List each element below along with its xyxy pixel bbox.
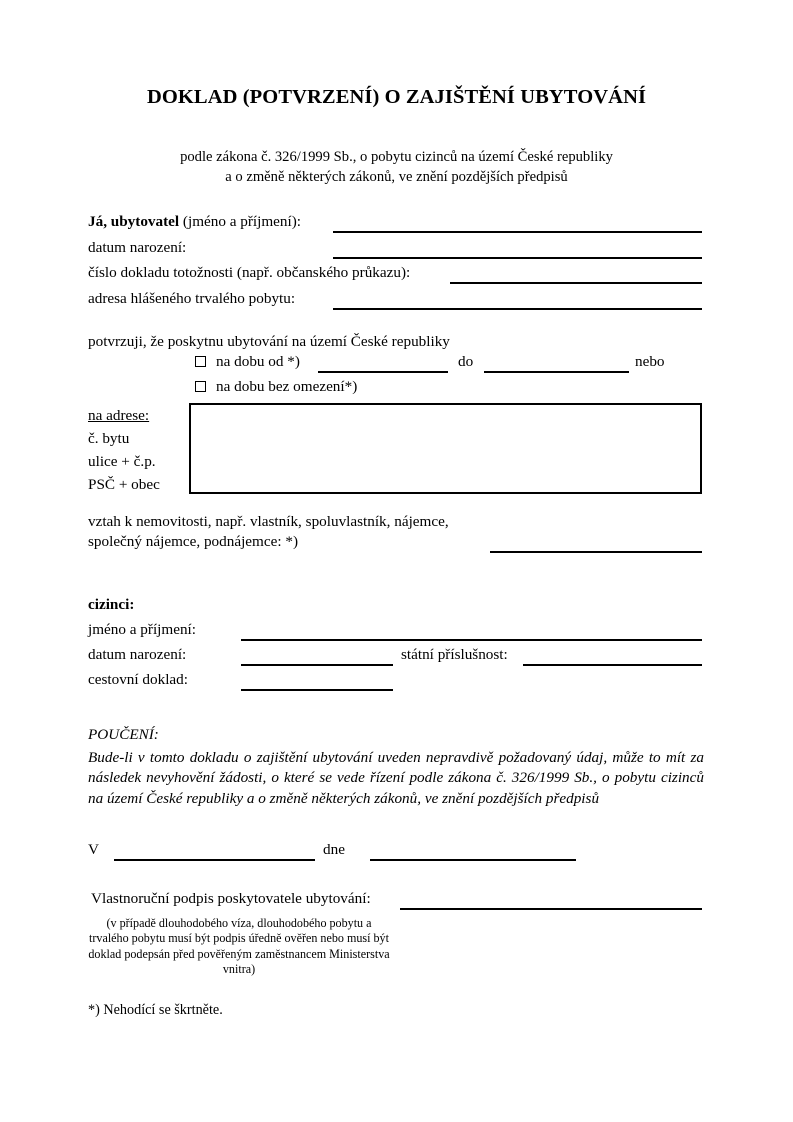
- document-title: DOKLAD (POTVRZENÍ) O ZAJIŠTĚNÍ UBYTOVÁNÍ: [146, 86, 647, 108]
- date-input-line[interactable]: [370, 859, 576, 861]
- provider-heading: [88, 212, 301, 232]
- relation-label-line-2: společný nájemce, podnájemce: *): [88, 533, 299, 550]
- period-to-label: do: [458, 353, 474, 370]
- at-address-label-text: na adrese:: [88, 407, 150, 424]
- street-label: ulice + č.p.: [88, 453, 156, 470]
- provider-birthdate-input-line[interactable]: [333, 257, 702, 259]
- postcode-city-label: PSČ + obec: [88, 476, 160, 493]
- relation-input-line[interactable]: [490, 551, 702, 553]
- signature-note-text: (v případě dlouhodobého víza, dlouhodobého pobytu a trvalého pobytu musí být podpis úředně ověřen nebo musí být doklad podepsán před pověřeným zaměstnancem Ministerstva vnitra): [88, 916, 390, 976]
- document-subtitle: [0, 147, 793, 187]
- foreigner-nationality-label: státní příslušnost:: [401, 646, 508, 663]
- document-subtitle-line-1: podle zákona č. 326/1999 Sb., o pobytu cizinců na území České republiky: [180, 149, 613, 165]
- signature-label: Vlastnoruční podpis poskytovatele ubytování:: [91, 890, 371, 907]
- relation-label-line-1: vztah k nemovitosti, např. vlastník, spoluvlastník, nájemce,: [88, 513, 449, 530]
- foreigner-section-heading: cizinci:: [88, 596, 135, 613]
- provider-heading-bold: Já, ubytovatel: [88, 213, 180, 230]
- provider-name-input-line[interactable]: [333, 231, 702, 233]
- provider-heading-rest: (jméno a příjmení):: [179, 213, 302, 230]
- address-input-box[interactable]: [189, 403, 702, 494]
- checkbox-fixed-period[interactable]: [195, 356, 206, 367]
- place-label: V: [88, 841, 99, 858]
- checkbox-fixed-period-label: na dobu od *): [216, 353, 300, 370]
- foreigner-birthdate-label: datum narození:: [88, 646, 187, 663]
- period-from-input-line[interactable]: [318, 371, 448, 373]
- date-label: dne: [323, 841, 345, 858]
- signature-input-line[interactable]: [400, 908, 702, 910]
- foreigner-travel-document-label: cestovní doklad:: [88, 671, 188, 688]
- foreigner-nationality-input-line[interactable]: [523, 664, 702, 666]
- document-subtitle-line-2: a o změně některých zákonů, ve znění pozdějších předpisů: [225, 169, 568, 185]
- instruction-heading: POUČENÍ:: [88, 726, 159, 743]
- instruction-body-text: Bude-li v tomto dokladu o zajištění ubytování uveden nepravdivě požadovaný údaj, může to mít za následek nevyhovění žádosti, o které se vede řízení podle zákona č. 326/1999 Sb., o pobytu cizinců na území České republiky a o změně některých zákonů, ve znění pozdějších předpisů: [88, 749, 704, 807]
- period-to-input-line[interactable]: [484, 371, 629, 373]
- at-address-label: [88, 406, 149, 426]
- provider-id-document-label: číslo dokladu totožnosti (např. občanského průkazu):: [88, 264, 411, 281]
- place-input-line[interactable]: [114, 859, 315, 861]
- foreigner-name-label: jméno a příjmení:: [88, 621, 196, 638]
- provider-permanent-address-label: adresa hlášeného trvalého pobytu:: [88, 290, 296, 307]
- flat-number-label: č. bytu: [88, 430, 130, 447]
- confirmation-intro-text: potvrzuji, že poskytnu ubytování na území České republiky: [88, 333, 450, 350]
- provider-permanent-address-input-line[interactable]: [333, 308, 702, 310]
- provider-id-document-input-line[interactable]: [450, 282, 702, 284]
- checkbox-unlimited-period[interactable]: [195, 381, 206, 392]
- foreigner-birthdate-input-line[interactable]: [241, 664, 393, 666]
- foreigner-travel-document-input-line[interactable]: [241, 689, 393, 691]
- checkbox-unlimited-period-label: na dobu bez omezení*): [216, 378, 358, 395]
- period-or-label: nebo: [635, 353, 665, 370]
- provider-birthdate-label: datum narození:: [88, 239, 187, 256]
- footnote-text: *) Nehodící se škrtněte.: [88, 1002, 223, 1018]
- foreigner-name-input-line[interactable]: [241, 639, 702, 641]
